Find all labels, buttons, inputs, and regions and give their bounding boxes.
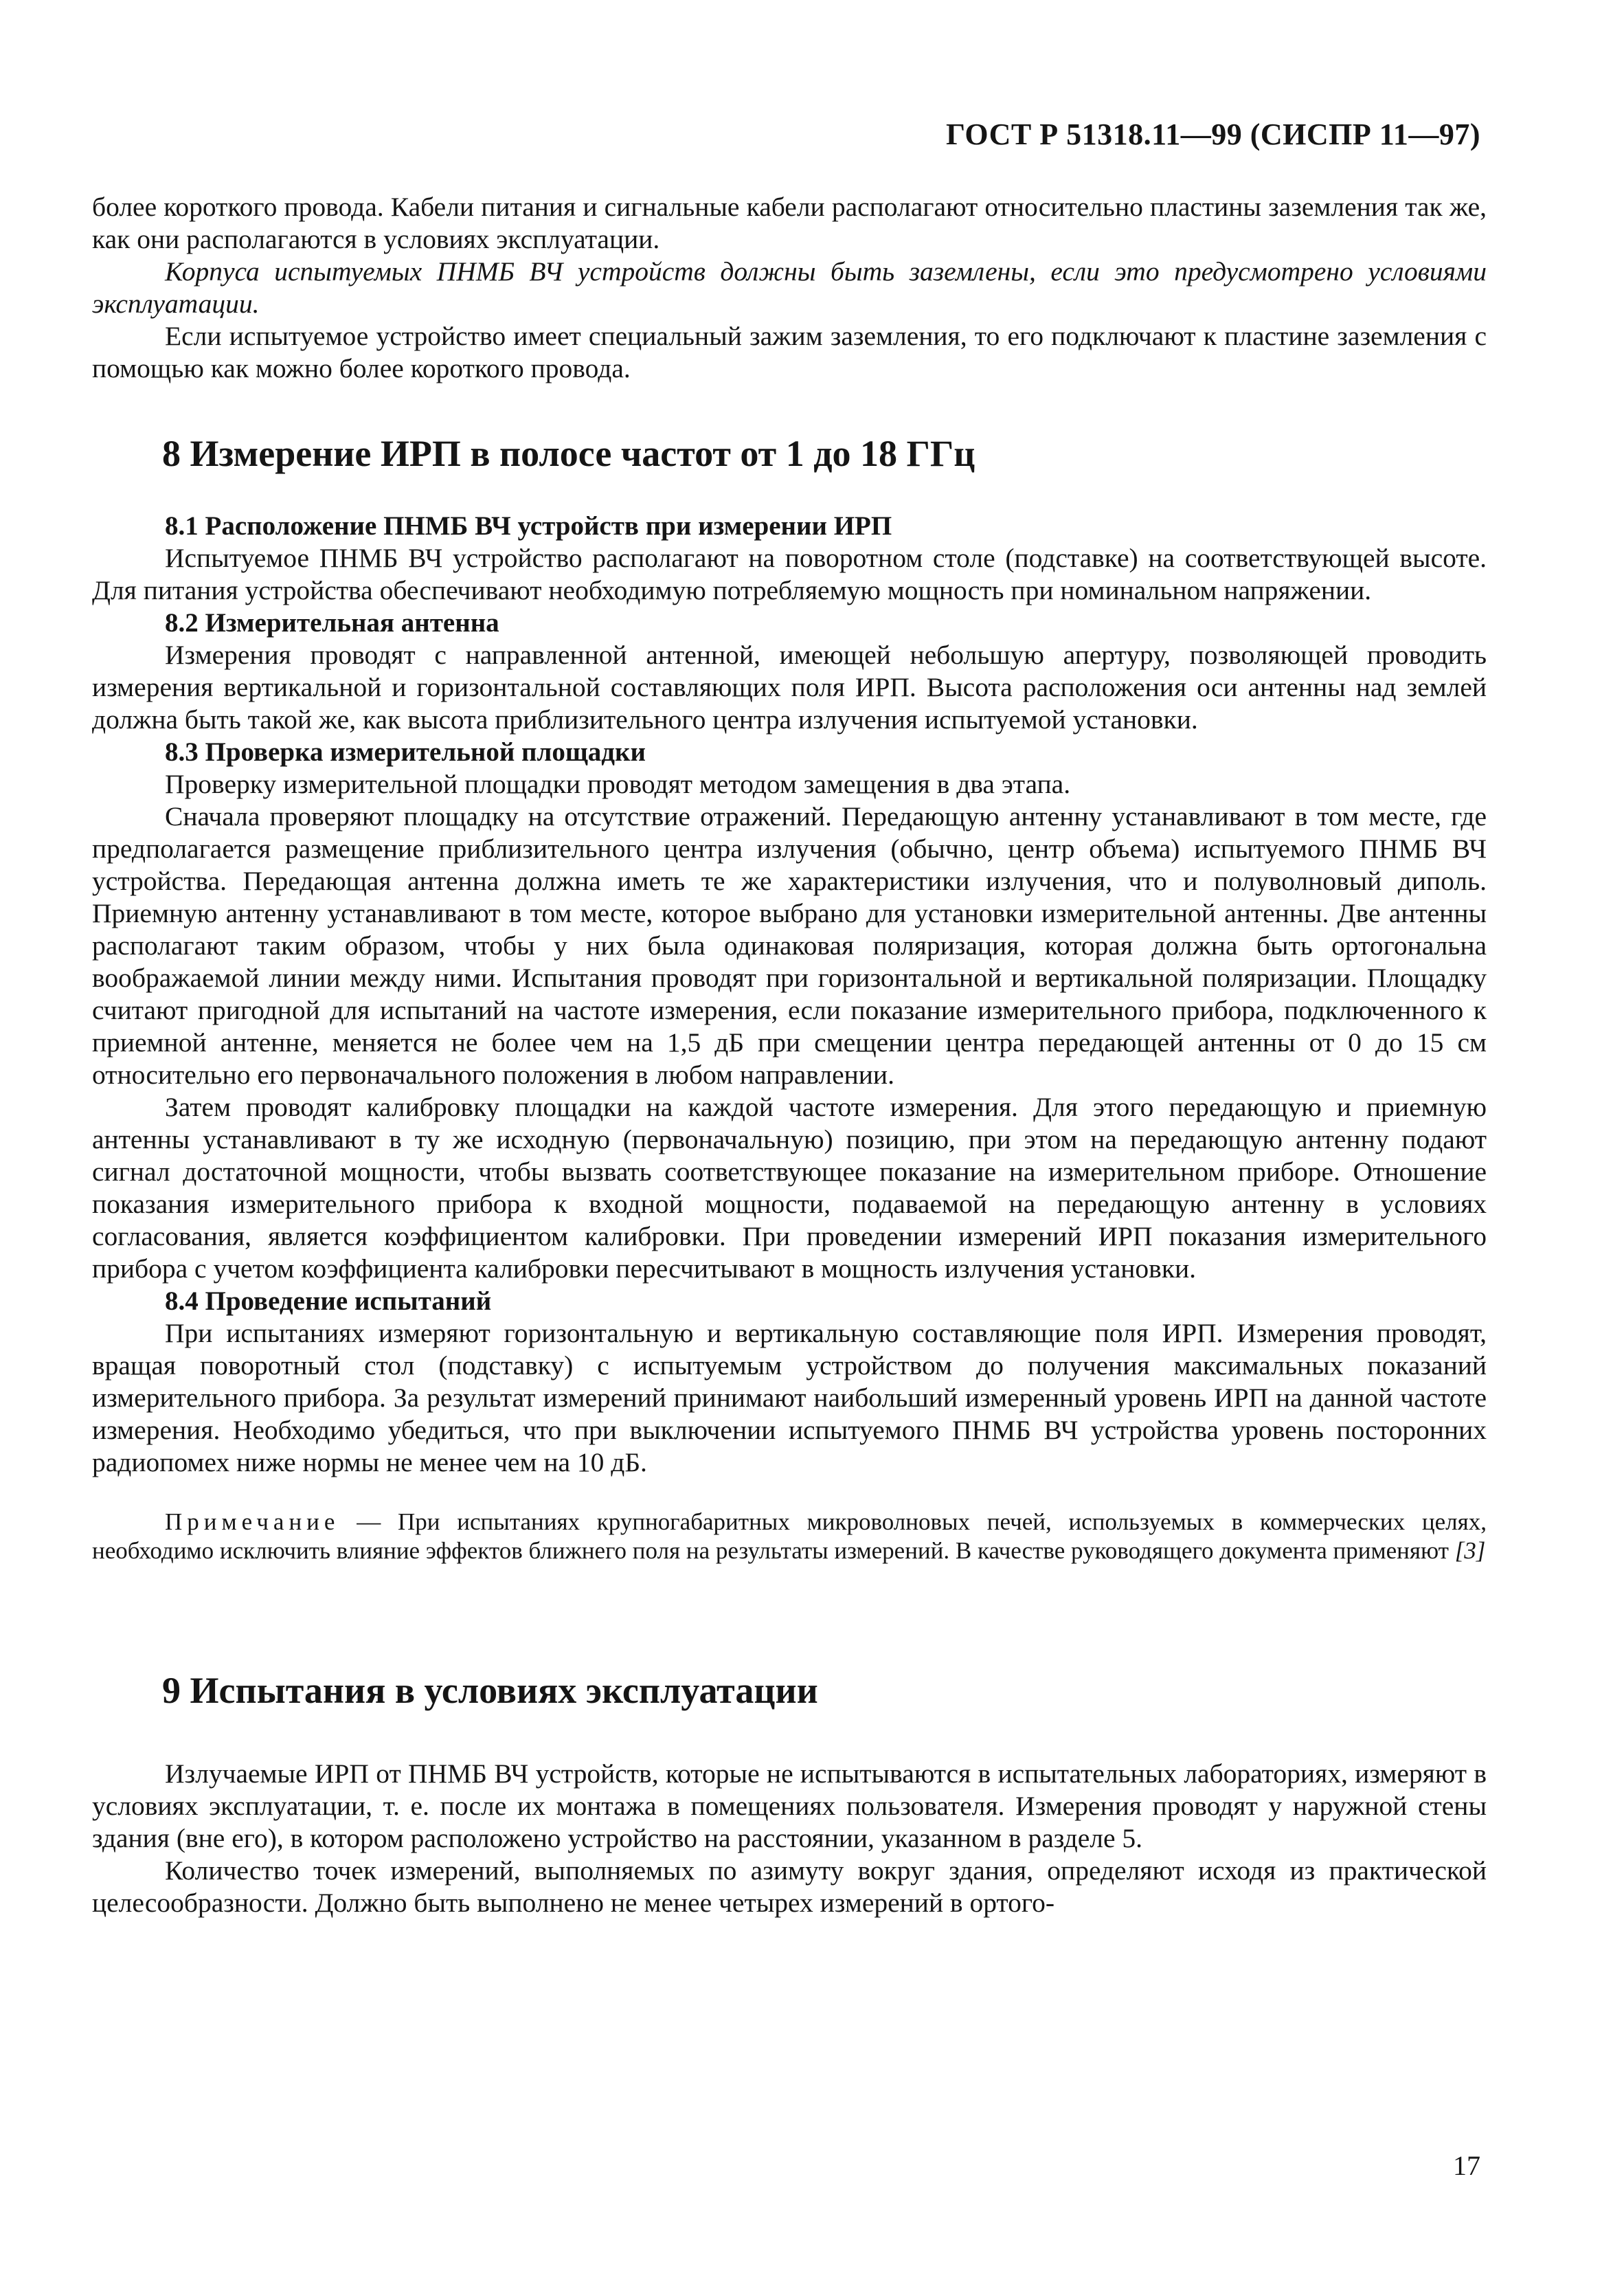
subsection-8-3-paragraph-3: Затем проводят калибровку площадки на каждой частоте измерения. Для этого передающую и приемную антенны устанавливают в ту же исходную (первоначальную) позицию, при этом на передающую антенну подают сигнал достаточной мощности, чтобы вызвать соответствующее показание на измерительном приборе. Отношение показания измерительного прибора к входной мощности, подаваемой на передающую антенну в условиях согласования, является коэффициентом калибровки. При проведении измерений ИРП показания измерительного прибора с учетом коэффициента калибровки пересчитывают в мощность излучения установки. — [92, 1092, 1487, 1284]
subsection-8-2-heading: 8.2 Измерительная антенна — [165, 608, 499, 638]
subsection-8-3-paragraph-1: Проверку измерительной площадки проводят методом замещения в два этапа. — [165, 769, 1071, 799]
subsection-8-3-heading: 8.3 Проверка измерительной площадки — [165, 737, 646, 767]
note-text: — При испытаниях крупногабаритных микроволновых печей, используемых в коммерческих целях, необходимо исключить влияние эффектов ближнего поля на результаты измерений. В качестве руководящего документа применяют — [92, 1508, 1487, 1564]
section-9-paragraph-2: Количество точек измерений, выполняемых по азимуту вокруг здания, определяют исходя из практической целесообразности. Должно быть выполнено не менее четырех измерений в ортого- — [92, 1855, 1487, 1918]
subsection-8-2-paragraph: Измерения проводят с направленной антенной, имеющей небольшую апертуру, позволяющей проводить измерения вертикальной и горизонтальной составляющих поля ИРП. Высота расположения оси антенны над землей должна быть такой же, как высота приблизительного центра излучения испытуемой установки. — [92, 640, 1487, 735]
note-label: Примечание — [165, 1508, 340, 1535]
subsection-8-4-paragraph: При испытаниях измеряют горизонтальную и вертикальную составляющие поля ИРП. Измерения проводят, вращая поворотный стол (подставку) с испытуемым устройством до получения максимальных показаний измерительного прибора. За результат измерений принимают наибольший измеренный уровень ИРП на данной частоте измерения. Необходимо убедиться, что при выключении испытуемого ПНМБ ВЧ устройства уровень посторонних радиопомех ниже нормы не менее чем на 10 дБ. — [92, 1318, 1487, 1477]
subsection-8-1-heading: 8.1 Расположение ПНМБ ВЧ устройств при измерении ИРП — [165, 511, 892, 541]
standard-header: ГОСТ Р 51318.11—99 (СИСПР 11—97) — [946, 118, 1480, 151]
section-9-paragraph-1: Излучаемые ИРП от ПНМБ ВЧ устройств, которые не испытываются в испытательных лабораториях, измеряют в условиях эксплуатации, т. е. после их монтажа в помещениях пользователя. Измерения проводят у наружной стены здания (вне его), в котором расположено устройство на расстоянии, указанном в разделе 5. — [92, 1758, 1487, 1853]
section-9-heading: 9 Испытания в условиях эксплуатации — [162, 1670, 818, 1711]
intro-paragraph-2: Корпуса испытуемых ПНМБ ВЧ устройств должны быть заземлены, если это предусмотрено условиями эксплуатации. — [92, 256, 1487, 319]
subsection-8-4-heading: 8.4 Проведение испытаний — [165, 1286, 492, 1316]
subsection-8-3-paragraph-2: Сначала проверяют площадку на отсутствие отражений. Передающую антенну устанавливают в том месте, где предполагается размещение приблизительного центра излучения (обычно, центр объема) испытуемого ПНМБ ВЧ устройства. Передающая антенна должна иметь те же характеристики излучения, что и полуволновый диполь. Приемную антенну устанавливают в том месте, которое выбрано для установки измерительной антенны. Две антенны располагают таким образом, чтобы у них была одинаковая поляризация, которая должна быть ортогональна воображаемой линии между ними. Испытания проводят при горизонтальной и вертикальной поляризации. Площадку считают пригодной для испытаний на частоте измерения, если показание измерительного прибора, подключенного к приемной антенне, меняется не более чем на 1,5 дБ при смещении центра передающей антенны от 0 до 15 см относительно его первоначального положения в любом направлении. — [92, 801, 1487, 1090]
section-8-heading: 8 Измерение ИРП в полосе частот от 1 до 18 ГГц — [162, 433, 975, 474]
page-number: 17 — [1453, 2150, 1480, 2181]
subsection-8-1-paragraph: Испытуемое ПНМБ ВЧ устройство располагают на поворотном столе (подставке) на соответствующей высоте. Для питания устройства обеспечивают необходимую потребляемую мощность при номинальном напряжении. — [92, 543, 1487, 605]
intro-paragraph-3: Если испытуемое устройство имеет специальный зажим заземления, то его подключают к пластине заземления с помощью как можно более короткого провода. — [92, 321, 1487, 383]
note — [92, 1508, 1487, 1565]
page-body — [92, 191, 1487, 1919]
note-reference: [3] — [1454, 1537, 1486, 1564]
intro-paragraph-1: более короткого провода. Кабели питания и сигнальные кабели располагают относительно пластины заземления так же, как они располагаются в условиях эксплуатации. — [92, 192, 1487, 254]
